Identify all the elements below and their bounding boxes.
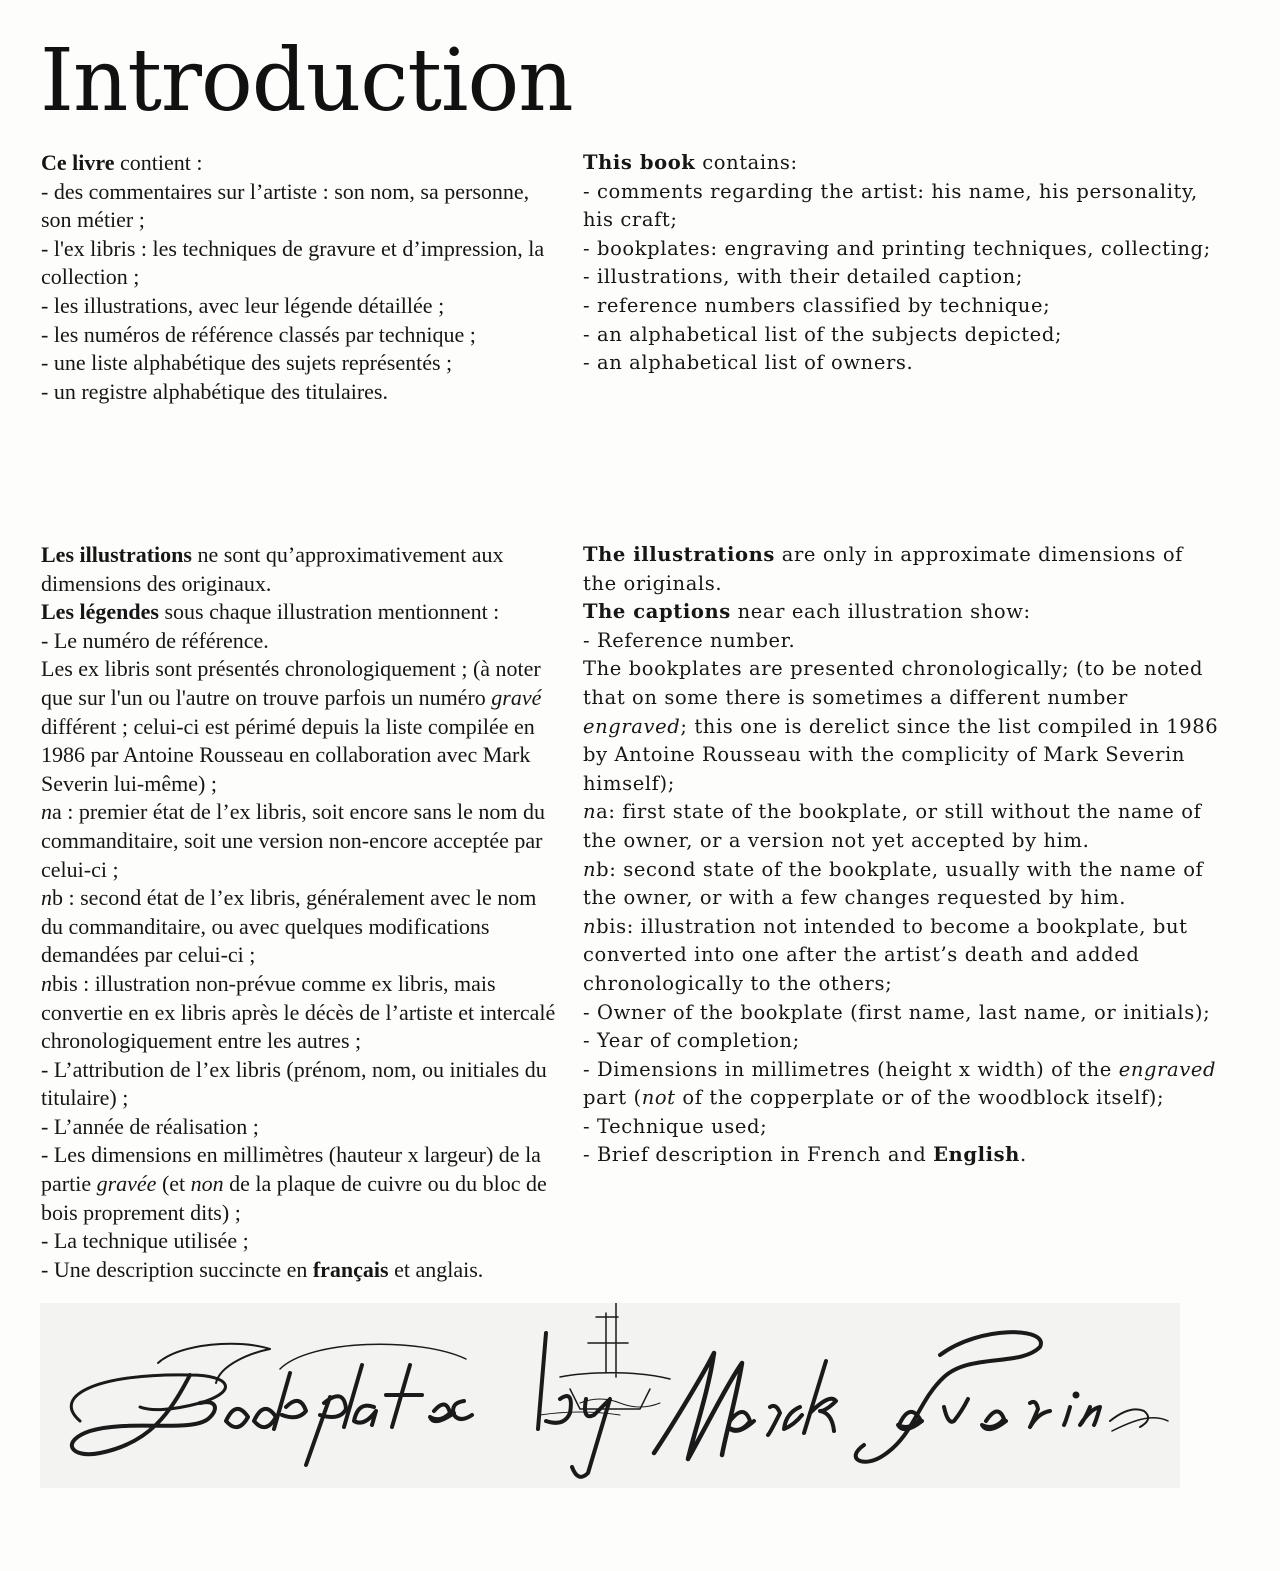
paragraph-line <box>41 149 561 178</box>
text-run: - Owner of the bookplate (first name, last name, or initials); <box>583 1000 1211 1024</box>
paragraph-line <box>41 1141 561 1227</box>
text-run: The bookplates are presented chronologically; (to be noted that on some there is sometimes a different number <box>583 657 1204 709</box>
text-run: - Year of completion; <box>583 1029 800 1053</box>
paragraph-line <box>583 349 1223 378</box>
bold-run: The captions <box>583 600 731 624</box>
text-run: are only in approximate dimensions of the originals. <box>583 543 1183 595</box>
italic-run: n <box>41 970 52 996</box>
text-run: sous chaque illustration mentionnent : <box>158 599 500 625</box>
text-run: of the copperplate or of the woodblock itself); <box>675 1086 1165 1110</box>
bold-run: Les légendes <box>41 599 159 625</box>
bold-run: English <box>933 1143 1020 1167</box>
french-contents-list <box>41 149 561 406</box>
italic-run: n <box>583 914 597 938</box>
english-illustrations-notes <box>583 541 1223 1170</box>
text-run: Les ex libris sont présentés chronologiquement ; (à noter que sur l'un ou l'autre on trouve parfois un numéro <box>41 656 541 710</box>
text-run: différent ; celui-ci est périmé depuis la liste compilée en 1986 par Antoine Rousseau en collaboration avec Mark Severin lui-même) ; <box>41 713 535 796</box>
paragraph-line <box>41 884 561 970</box>
paragraph-line <box>41 1227 561 1256</box>
paragraph-line <box>583 627 1223 656</box>
italic-run: n <box>41 799 52 825</box>
text-run: - Les dimensions en millimètres (hauteur x largeur) de la partie <box>41 1142 541 1197</box>
paragraph-line <box>583 798 1223 855</box>
paragraph-line <box>41 235 561 292</box>
text-run: - an alphabetical list of owners. <box>583 351 914 375</box>
paragraph-line <box>41 349 561 378</box>
text-run: - une liste alphabétique des sujets représentés ; <box>41 350 453 376</box>
italic-run: non <box>190 1171 224 1197</box>
paragraph-line <box>41 541 561 598</box>
bold-run: français <box>312 1256 389 1282</box>
text-run: - Technique used; <box>583 1114 768 1138</box>
paragraph-line <box>583 541 1223 598</box>
paragraph-line <box>41 1256 561 1285</box>
italic-run: gravé <box>491 684 542 710</box>
text-run: - l'ex libris : les techniques de gravure et d’impression, la collection ; <box>41 235 545 290</box>
paragraph-line <box>583 321 1223 350</box>
italic-run: n <box>583 857 597 881</box>
italic-run: engraved <box>1118 1057 1217 1081</box>
italic-run: gravée <box>96 1171 157 1197</box>
bold-run: The illustrations <box>583 543 775 566</box>
text-run: - des commentaires sur l’artiste : son nom, sa personne, son métier ; <box>41 178 530 233</box>
bold-run: Ce livre <box>41 150 115 175</box>
text-run: - reference numbers classified by technique; <box>583 293 1051 317</box>
french-illustrations-notes <box>41 541 561 1284</box>
text-run: ; this one is derelict since the list compiled in 1986 by Antoine Rousseau with the complicity of Mark Severin himself); <box>583 714 1219 795</box>
paragraph-line <box>583 913 1223 999</box>
paragraph-line <box>583 178 1223 235</box>
italic-run: n <box>41 885 52 911</box>
paragraph-line <box>583 235 1223 264</box>
paragraph-line <box>583 149 1223 178</box>
paragraph-line <box>583 263 1223 292</box>
paragraph-line <box>583 655 1223 798</box>
text-run: - L’année de réalisation ; <box>41 1113 259 1139</box>
text-run: a: first state of the bookplate, or still without the name of the owner, or a version not yet accepted by him. <box>583 800 1202 852</box>
text-run: et anglais. <box>388 1256 484 1282</box>
text-run: part ( <box>583 1086 642 1110</box>
bold-run: This book <box>583 151 696 174</box>
english-contents-list <box>583 149 1223 378</box>
paragraph-line <box>583 292 1223 321</box>
text-run: - an alphabetical list of the subjects depicted; <box>583 322 1063 346</box>
text-run: bis : illustration non-prévue comme ex libris, mais convertie en ex libris après le décès de l’artiste et intercalé chronologiquement entre les autres ; <box>41 970 556 1054</box>
paragraph-line <box>583 1141 1223 1170</box>
italic-run: n <box>583 800 597 824</box>
text-run: - un registre alphabétique des titulaires. <box>41 378 388 404</box>
text-run: a : premier état de l’ex libris, soit encore sans le nom du commanditaire, soit une version non-encore acceptée par celui-ci ; <box>41 799 546 882</box>
text-run: b: second state of the bookplate, usually with the name of the owner, or with a few changes requested by him. <box>583 857 1204 910</box>
paragraph-line <box>583 598 1223 627</box>
paragraph-line <box>41 378 561 407</box>
text-run: near each illustration show: <box>730 600 1031 624</box>
paragraph-line <box>583 999 1223 1028</box>
paragraph-line <box>41 798 561 884</box>
text-run: b : second état de l’ex libris, généralement avec le nom du commanditaire, ou avec quelques modifications demandées par celui-ci ; <box>41 885 537 968</box>
paragraph-line <box>41 321 561 350</box>
text-run: bis: illustration not intended to become a bookplate, but converted into one after the artist’s death and added chronologically to the others; <box>583 914 1188 995</box>
text-run: - Brief description in French and <box>583 1143 934 1167</box>
text-run: ne sont qu’approximativement aux dimensions des originaux. <box>41 542 504 596</box>
text-run: - Une description succincte en <box>41 1256 313 1282</box>
text-run: - Dimensions in millimetres (height x width) of the <box>583 1057 1119 1081</box>
text-run: - les illustrations, avec leur légende détaillée ; <box>41 292 445 318</box>
italic-run: not <box>641 1086 676 1110</box>
text-run: - Le numéro de référence. <box>41 627 269 653</box>
paragraph-line <box>583 856 1223 913</box>
text-run: - Reference number. <box>583 628 796 652</box>
text-run: contient : <box>114 150 203 175</box>
page-title: Introduction <box>40 31 573 131</box>
paragraph-line <box>41 1056 561 1113</box>
bookplates-by-mark-severin-calligraphy <box>40 1303 1180 1488</box>
paragraph-line <box>41 292 561 321</box>
paragraph-line <box>583 1056 1223 1113</box>
paragraph-line <box>583 1027 1223 1056</box>
text-run: contains: <box>695 151 798 174</box>
text-run: - illustrations, with their detailed caption; <box>583 265 1023 289</box>
text-run: - La technique utilisée ; <box>41 1228 249 1254</box>
text-run: - L’attribution de l’ex libris (prénom, nom, ou initiales du titulaire) ; <box>41 1056 547 1111</box>
text-run: - bookplates: engraving and printing techniques, collecting; <box>583 236 1211 260</box>
paragraph-line <box>41 970 561 1056</box>
calligraphy-banner <box>40 1303 1180 1488</box>
text-run: de la plaque de cuivre ou du bloc de bois proprement dits) ; <box>41 1171 547 1225</box>
paragraph-line <box>41 627 561 656</box>
paragraph-line <box>41 178 561 235</box>
paragraph-line <box>41 655 561 798</box>
paragraph-line <box>583 1113 1223 1142</box>
italic-run: engraved <box>583 714 681 738</box>
text-run: - comments regarding the artist: his name, his personality, his craft; <box>583 179 1198 232</box>
text-run: . <box>1019 1143 1027 1167</box>
paragraph-line <box>41 598 561 627</box>
text-run: (et <box>156 1171 191 1197</box>
paragraph-line <box>41 1113 561 1142</box>
bold-run: Les illustrations <box>41 542 192 567</box>
text-run: - les numéros de référence classés par technique ; <box>41 321 476 347</box>
